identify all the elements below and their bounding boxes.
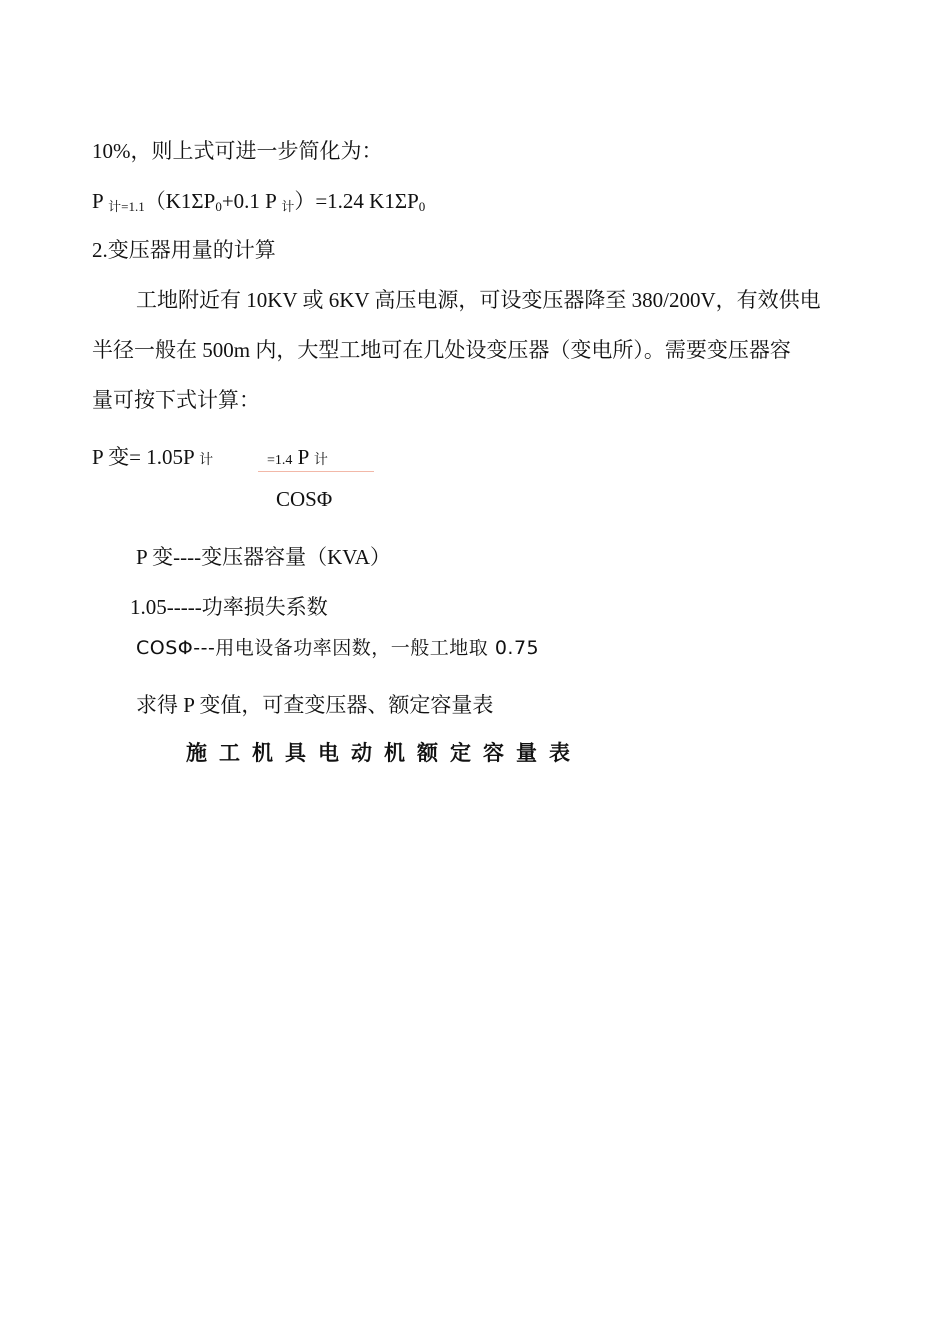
formula-num-sub: 计 bbox=[313, 453, 328, 468]
definition-power-factor: COSΦ---用电设备功率因数，一般工地取 0.75 bbox=[136, 637, 540, 659]
conclusion-text: 求得 P 变值，可查变压器、额定容量表 bbox=[136, 693, 494, 717]
formula-numerator bbox=[267, 447, 328, 468]
formula-sub-zero-b: 0 bbox=[418, 199, 426, 214]
fraction-bar bbox=[258, 471, 374, 472]
definition-p-bian: P 变----变压器容量（KVA） bbox=[136, 545, 391, 569]
formula-sub-ji: 计=1.1 bbox=[108, 199, 145, 214]
formula-close: ）=1.24 K1ΣP bbox=[294, 189, 419, 213]
definition-loss-factor: 1.05-----功率损失系数 bbox=[130, 595, 328, 619]
formula-sub-ji-b: 计 bbox=[281, 199, 295, 214]
table-title: 施工机具电动机额定容量表 bbox=[186, 741, 582, 765]
formula-num-p: P bbox=[292, 445, 309, 469]
formula-lhs-sub: 计 bbox=[199, 453, 214, 468]
paragraph-line-2: 半径一般在 500m 内，大型工地可在几处设变压器（变电所）。需要变压器容 bbox=[92, 338, 791, 362]
formula-lhs-text: P 变= 1.05P bbox=[92, 445, 194, 469]
paragraph-line-3: 量可按下式计算： bbox=[92, 388, 260, 412]
formula-p: P bbox=[92, 189, 109, 213]
formula-p-total bbox=[92, 191, 425, 212]
intro-text: 10%，则上式可进一步简化为： bbox=[92, 139, 383, 163]
formula-open: （K1ΣP bbox=[144, 189, 216, 213]
formula-mid: +0.1 P bbox=[221, 189, 282, 213]
formula-transformer-lhs bbox=[92, 447, 213, 468]
section-heading: 2.变压器用量的计算 bbox=[92, 238, 276, 262]
formula-sub-zero-a: 0 bbox=[215, 199, 222, 214]
formula-denominator: COSΦ bbox=[276, 487, 333, 511]
formula-num-prefix: =1.4 bbox=[267, 453, 293, 468]
paragraph-line-1: 工地附近有 10KV 或 6KV 高压电源，可设变压器降至 380/200V，有效供电 bbox=[136, 288, 821, 312]
